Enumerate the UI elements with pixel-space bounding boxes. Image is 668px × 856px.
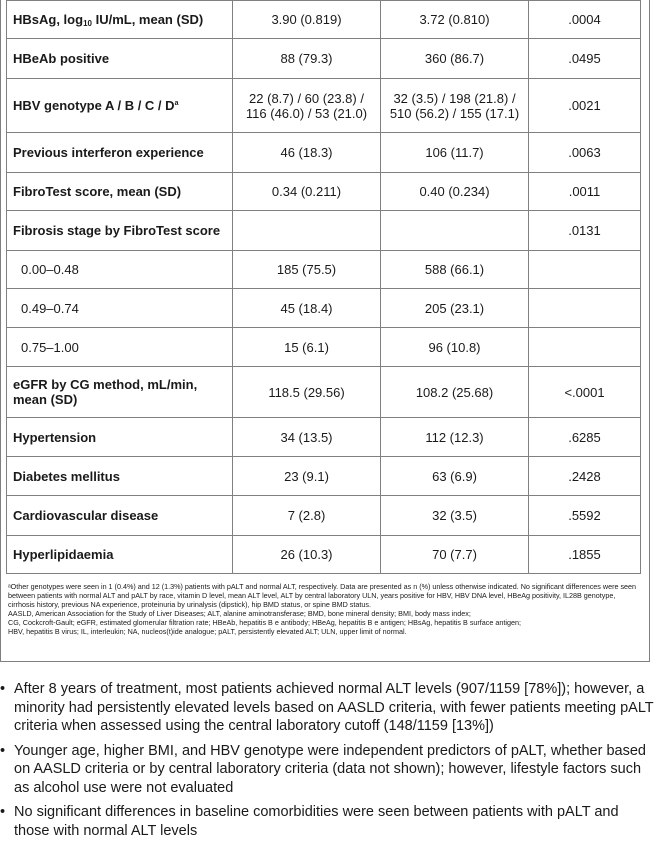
palt-value: 32 (3.5) bbox=[381, 496, 529, 536]
table-row bbox=[7, 211, 641, 251]
row-label: Previous interferon experience bbox=[7, 133, 233, 173]
p-value: .0063 bbox=[529, 133, 641, 173]
normal-alt-value: 118.5 (29.56) bbox=[233, 367, 381, 418]
table-row bbox=[7, 328, 641, 367]
normal-alt-value: 46 (18.3) bbox=[233, 133, 381, 173]
p-value: .0004 bbox=[529, 1, 641, 39]
palt-value bbox=[381, 211, 529, 251]
p-value bbox=[529, 328, 641, 367]
bullet-icon: • bbox=[0, 804, 6, 820]
row-label: FibroTest score, mean (SD) bbox=[7, 173, 233, 211]
bullet-icon: • bbox=[0, 681, 6, 697]
normal-alt-value: 7 (2.8) bbox=[233, 496, 381, 536]
row-label: Fibrosis stage by FibroTest score bbox=[7, 211, 233, 251]
palt-value: 3.72 (0.810) bbox=[381, 1, 529, 39]
p-value: .0495 bbox=[529, 39, 641, 79]
p-value bbox=[529, 289, 641, 328]
p-value: .0011 bbox=[529, 173, 641, 211]
bullet-text: After 8 years of treatment, most patients achieved normal ALT levels (907/1159 [78%]); however, a minority had persistently elevated levels based on AASLD criteria, with fewer patients meeting pALT criteria when assessed using the central laboratory cutoff (148/1159 [13%]) bbox=[14, 681, 654, 734]
table-row bbox=[7, 173, 641, 211]
normal-alt-value: 22 (8.7) / 60 (23.8) / 116 (46.0) / 53 (21.0) bbox=[233, 79, 381, 133]
footnote: CG, Cockcroft-Gault; eGFR, estimated glomerular filtration rate; HBeAb, hepatitis B e antibody; HBeAg, hepatitis B e antigen; HBsAg, hepatitis B surface antigen; bbox=[8, 618, 521, 627]
p-value: <.0001 bbox=[529, 367, 641, 418]
row-label: HBV genotype A / B / C / $D^a$ bbox=[7, 79, 233, 133]
table-row bbox=[7, 79, 641, 133]
palt-value: 588 (66.1) bbox=[381, 251, 529, 289]
bullet-item bbox=[0, 742, 668, 798]
table-row bbox=[7, 367, 641, 418]
palt-value: 106 (11.7) bbox=[381, 133, 529, 173]
row-label: 0.00–0.48 bbox=[7, 251, 233, 289]
palt-value: 70 (7.7) bbox=[381, 536, 529, 574]
row-label: Cardiovascular disease bbox=[7, 496, 233, 536]
row-label: 0.49–0.74 bbox=[7, 289, 233, 328]
table-row bbox=[7, 536, 641, 574]
table-row bbox=[7, 1, 641, 39]
palt-value: 63 (6.9) bbox=[381, 457, 529, 496]
normal-alt-value: 0.34 (0.211) bbox=[233, 173, 381, 211]
table-footnotes bbox=[8, 582, 644, 636]
palt-value: 32 (3.5) / 198 (21.8) / 510 (56.2) / 155 (17.1) bbox=[381, 79, 529, 133]
palt-value: 205 (23.1) bbox=[381, 289, 529, 328]
row-label: HBeAb positive bbox=[7, 39, 233, 79]
row-label: Hypertension bbox=[7, 418, 233, 457]
palt-value: 96 (10.8) bbox=[381, 328, 529, 367]
footnote: HBV, hepatitis B virus; IL, interleukin; NA, nucleos(t)ide analogue; pALT, persistently elevated ALT; ULN, upper limit of normal. bbox=[8, 627, 407, 636]
table-row bbox=[7, 496, 641, 536]
normal-alt-value: 45 (18.4) bbox=[233, 289, 381, 328]
p-value: .0021 bbox=[529, 79, 641, 133]
bullet-item bbox=[0, 680, 668, 736]
bullet-text: No significant differences in baseline comorbidities were seen between patients with pALT and those with normal ALT levels bbox=[14, 804, 619, 839]
normal-alt-value: 34 (13.5) bbox=[233, 418, 381, 457]
normal-alt-value bbox=[233, 211, 381, 251]
table-row bbox=[7, 251, 641, 289]
footnote: ᵃOther genotypes were seen in 1 (0.4%) and 12 (1.3%) patients with pALT and normal ALT, respectively. Data are presented as n (%) unless otherwise indicated. No significant differences were seen between patients with normal ALT and pALT by race, vitamin D level, mean ALT level, ALT by central laboratory ULN, years positive for HBV, HBV DNA level, HBeAg positivity, IL28B genotype, cirrhosis history, previous NA experience, proteinuria by urinalysis (dipstick), hip BMD status, or spine BMD status. bbox=[8, 582, 637, 609]
palt-value: 108.2 (25.68) bbox=[381, 367, 529, 418]
results-table bbox=[6, 0, 641, 574]
p-value: .2428 bbox=[529, 457, 641, 496]
bullet-item bbox=[0, 803, 668, 840]
row-label: HBsAg, $\log_{10} IU/mL$, mean (SD) bbox=[7, 1, 233, 39]
p-value: .0131 bbox=[529, 211, 641, 251]
normal-alt-value: 15 (6.1) bbox=[233, 328, 381, 367]
table-row bbox=[7, 133, 641, 173]
row-label: Hyperlipidaemia bbox=[7, 536, 233, 574]
normal-alt-value: 185 (75.5) bbox=[233, 251, 381, 289]
normal-alt-value: 88 (79.3) bbox=[233, 39, 381, 79]
table-row bbox=[7, 418, 641, 457]
p-value: .5592 bbox=[529, 496, 641, 536]
bullet-text: Younger age, higher BMI, and HBV genotype were independent predictors of pALT, whether based on AASLD criteria or by central laboratory criteria (data not shown); however, lifestyle factors such as alcohol use were not evaluated bbox=[14, 742, 646, 796]
normal-alt-value: 3.90 (0.819) bbox=[233, 1, 381, 39]
summary-bullets bbox=[0, 680, 668, 846]
normal-alt-value: 23 (9.1) bbox=[233, 457, 381, 496]
row-label: 0.75–1.00 bbox=[7, 328, 233, 367]
row-label: Diabetes mellitus bbox=[7, 457, 233, 496]
table-row bbox=[7, 457, 641, 496]
normal-alt-value: 26 (10.3) bbox=[233, 536, 381, 574]
palt-value: 360 (86.7) bbox=[381, 39, 529, 79]
bullet-icon: • bbox=[0, 742, 6, 759]
palt-value: 112 (12.3) bbox=[381, 418, 529, 457]
palt-value: 0.40 (0.234) bbox=[381, 173, 529, 211]
table-row bbox=[7, 289, 641, 328]
p-value: .6285 bbox=[529, 418, 641, 457]
table-row bbox=[7, 39, 641, 79]
footnote: AASLD, American Association for the Study of Liver Diseases; ALT, alanine aminotransferase; BMD, bone mineral density; BMI, body mass index; bbox=[8, 609, 471, 618]
row-label: eGFR by CG method, mL/min, mean (SD) bbox=[7, 367, 233, 418]
p-value bbox=[529, 251, 641, 289]
p-value: .1855 bbox=[529, 536, 641, 574]
